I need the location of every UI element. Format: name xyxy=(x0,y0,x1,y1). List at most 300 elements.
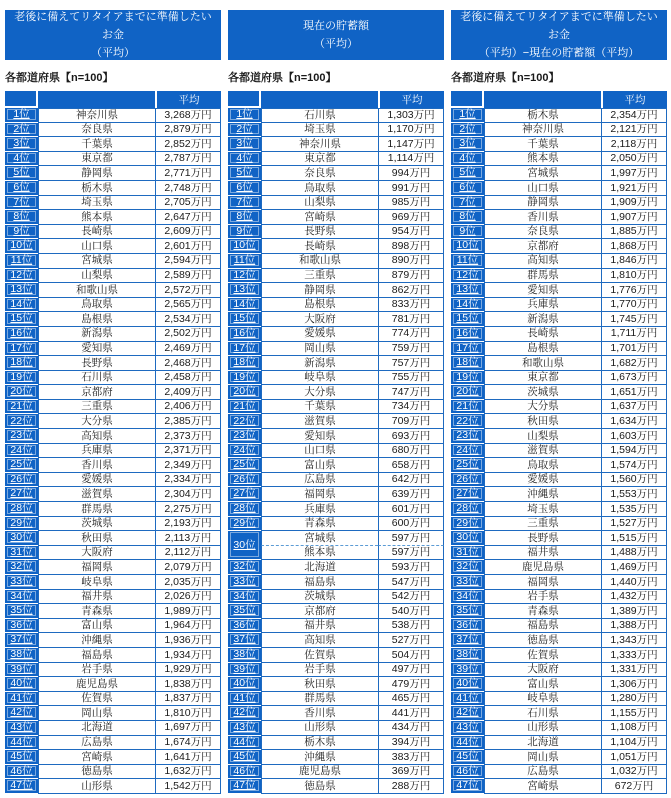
table-row xyxy=(228,604,444,619)
table-row xyxy=(228,152,444,167)
rank-cell xyxy=(5,765,38,780)
table-row xyxy=(451,560,667,575)
rank-cell-box xyxy=(453,357,482,368)
panel-title-line2: （平均） xyxy=(314,38,358,50)
rank-cell-box xyxy=(453,459,482,470)
rank-label: 5位 xyxy=(13,166,30,179)
rank-label: 28位 xyxy=(456,502,479,515)
rank-cell xyxy=(228,765,261,780)
rank-cell xyxy=(228,342,261,357)
table-row xyxy=(5,342,221,357)
rank-cell-box xyxy=(230,255,259,266)
rank-cell-box xyxy=(230,751,259,762)
table-row xyxy=(5,487,221,502)
table-row xyxy=(451,677,667,692)
average-value-cell: 2,468万円 xyxy=(155,356,221,371)
rank-label: 45位 xyxy=(233,750,256,763)
rank-label: 30位 xyxy=(10,531,33,544)
rank-cell-box xyxy=(230,109,259,120)
rank-cell xyxy=(451,779,484,794)
table-row xyxy=(451,458,667,473)
rank-cell xyxy=(5,546,38,561)
prefecture-header-cell xyxy=(38,91,155,108)
table-row xyxy=(451,254,667,269)
average-value-cell: 757万円 xyxy=(378,356,444,371)
rank-label: 24位 xyxy=(233,443,256,456)
table-header-row xyxy=(5,91,221,108)
prefecture-cell: 奈良県 xyxy=(261,166,378,181)
rank-cell-box xyxy=(453,488,482,499)
rank-cell xyxy=(5,706,38,721)
rank-cell xyxy=(451,385,484,400)
table-row xyxy=(228,473,444,488)
prefecture-cell: 大分県 xyxy=(484,400,601,415)
prefecture-cell: 長崎県 xyxy=(261,239,378,254)
rank-cell xyxy=(451,677,484,692)
average-value-cell: 1,909万円 xyxy=(601,196,667,211)
rank-label: 16位 xyxy=(10,326,33,339)
table-row xyxy=(5,633,221,648)
table-row xyxy=(228,721,444,736)
rank-cell xyxy=(5,342,38,357)
rank-cell xyxy=(451,590,484,605)
table-row xyxy=(5,400,221,415)
rank-cell xyxy=(5,225,38,240)
rank-label: 22位 xyxy=(10,414,33,427)
rank-cell xyxy=(451,342,484,357)
rank-cell xyxy=(5,210,38,225)
panel-title-difference xyxy=(451,10,667,60)
rank-cell xyxy=(228,736,261,751)
table-row xyxy=(5,429,221,444)
prefecture-cell: 高知県 xyxy=(38,429,155,444)
rank-cell-box xyxy=(230,197,259,208)
average-value-cell: 985万円 xyxy=(378,196,444,211)
rank-cell-box xyxy=(7,766,36,777)
prefecture-cell: 静岡県 xyxy=(38,166,155,181)
rank-cell xyxy=(5,736,38,751)
average-value-cell: 1,535万円 xyxy=(601,502,667,517)
prefecture-cell: 石川県 xyxy=(484,706,601,721)
rank-label: 1位 xyxy=(236,108,253,121)
table-row xyxy=(228,196,444,211)
table-row xyxy=(228,225,444,240)
rank-cell-box xyxy=(453,737,482,748)
average-value-cell: 2,035万円 xyxy=(155,575,221,590)
table-row xyxy=(228,269,444,284)
prefecture-cell: 滋賀県 xyxy=(484,444,601,459)
table-row xyxy=(228,254,444,269)
rank-label: 19位 xyxy=(233,370,256,383)
average-value-cell: 2,771万円 xyxy=(155,166,221,181)
rank-cell xyxy=(451,196,484,211)
table-row xyxy=(5,196,221,211)
average-value-cell: 1,745万円 xyxy=(601,312,667,327)
rank-cell xyxy=(228,706,261,721)
rank-cell xyxy=(451,736,484,751)
rank-cell xyxy=(5,356,38,371)
rank-cell-box xyxy=(453,634,482,645)
rank-cell-box xyxy=(230,693,259,704)
rank-cell xyxy=(228,283,261,298)
prefecture-cell: 沖縄県 xyxy=(484,487,601,502)
rank-label: 9位 xyxy=(236,224,253,237)
prefecture-cell: 山口県 xyxy=(38,239,155,254)
table-row xyxy=(5,502,221,517)
table-row xyxy=(5,677,221,692)
average-value-cell: 593万円 xyxy=(378,560,444,575)
table-row xyxy=(5,517,221,532)
rank-cell xyxy=(5,604,38,619)
rank-label: 46位 xyxy=(10,764,33,777)
rank-cell-box xyxy=(230,386,259,397)
prefecture-cell: 鹿児島県 xyxy=(38,677,155,692)
average-value-cell: 1,303万円 xyxy=(378,108,444,123)
average-value-cell: 1,469万円 xyxy=(601,560,667,575)
rank-cell xyxy=(228,312,261,327)
average-value-cell: 1,488万円 xyxy=(601,546,667,561)
average-value-cell: 1,934万円 xyxy=(155,648,221,663)
prefecture-cell: 岩手県 xyxy=(38,663,155,678)
rank-cell xyxy=(228,429,261,444)
rank-label: 11位 xyxy=(233,253,256,266)
rank-cell-box xyxy=(230,153,259,164)
rank-cell-box xyxy=(7,722,36,733)
rank-cell xyxy=(228,487,261,502)
table-row xyxy=(451,779,667,794)
rank-cell xyxy=(228,225,261,240)
rank-cell-box xyxy=(230,240,259,251)
table-row xyxy=(228,371,444,386)
prefecture-cell: 高知県 xyxy=(484,254,601,269)
rank-cell-box xyxy=(7,240,36,251)
average-value-cell: 1,527万円 xyxy=(601,517,667,532)
prefecture-cell: 京都府 xyxy=(38,385,155,400)
rank-cell xyxy=(5,648,38,663)
rank-label: 45位 xyxy=(456,750,479,763)
average-value-cell: 2,609万円 xyxy=(155,225,221,240)
average-value-cell: 2,458万円 xyxy=(155,371,221,386)
table-row xyxy=(451,108,667,123)
prefecture-cell: 滋賀県 xyxy=(38,487,155,502)
prefecture-cell: 宮城県 xyxy=(484,166,601,181)
rank-cell-box xyxy=(230,357,259,368)
average-value-cell: 1,560万円 xyxy=(601,473,667,488)
table-row xyxy=(451,487,667,502)
prefecture-cell: 兵庫県 xyxy=(484,298,601,313)
rank-label: 34位 xyxy=(456,589,479,602)
rank-cell-box xyxy=(7,693,36,704)
table-row xyxy=(228,765,444,780)
rank-cell-box xyxy=(230,138,259,149)
rank-cell xyxy=(5,633,38,648)
table-row xyxy=(228,487,444,502)
rank-cell xyxy=(5,108,38,123)
rank-label: 47位 xyxy=(233,779,256,792)
rank-cell-box xyxy=(453,532,482,543)
average-value-cell: 547万円 xyxy=(378,575,444,590)
ranking-table-current-savings xyxy=(228,91,444,794)
prefecture-cell: 岩手県 xyxy=(261,663,378,678)
rank-cell xyxy=(5,283,38,298)
prefecture-cell: 石川県 xyxy=(261,108,378,123)
rank-cell xyxy=(228,648,261,663)
average-value-cell: 1,770万円 xyxy=(601,298,667,313)
rank-cell-box xyxy=(7,401,36,412)
rank-cell xyxy=(451,166,484,181)
rank-cell-box xyxy=(230,167,259,178)
prefecture-cell: 福岡県 xyxy=(484,575,601,590)
prefecture-cell: 福井県 xyxy=(38,590,155,605)
rank-cell-box xyxy=(230,211,259,222)
average-value-cell: 680万円 xyxy=(378,444,444,459)
average-value-cell: 1,051万円 xyxy=(601,750,667,765)
average-value-cell: 2,787万円 xyxy=(155,152,221,167)
rank-cell-box xyxy=(453,372,482,383)
table-row xyxy=(228,181,444,196)
rank-cell-box xyxy=(453,722,482,733)
rank-cell-box xyxy=(7,430,36,441)
prefecture-cell: 宮崎県 xyxy=(261,210,378,225)
prefecture-cell: 福井県 xyxy=(484,546,601,561)
rank-label: 6位 xyxy=(236,181,253,194)
prefecture-cell: 徳島県 xyxy=(261,779,378,794)
table-row xyxy=(5,779,221,794)
average-value-cell: 2,112万円 xyxy=(155,546,221,561)
rank-label: 16位 xyxy=(456,326,479,339)
prefecture-cell: 長野県 xyxy=(484,531,601,546)
rank-cell xyxy=(5,444,38,459)
rank-label: 8位 xyxy=(13,210,30,223)
rank-cell xyxy=(451,181,484,196)
prefecture-cell: 山梨県 xyxy=(38,269,155,284)
table-row xyxy=(5,239,221,254)
table-row xyxy=(451,312,667,327)
average-value-cell: 759万円 xyxy=(378,342,444,357)
prefecture-cell: 静岡県 xyxy=(261,283,378,298)
average-value-cell: 600万円 xyxy=(378,517,444,532)
prefecture-cell: 奈良県 xyxy=(484,225,601,240)
rank-cell xyxy=(451,225,484,240)
rank-label: 41位 xyxy=(10,691,33,704)
average-value-cell: 540万円 xyxy=(378,604,444,619)
rank-cell xyxy=(451,750,484,765)
average-value-cell: 2,050万円 xyxy=(601,152,667,167)
prefecture-cell: 山梨県 xyxy=(484,429,601,444)
rank-header-cell xyxy=(228,91,261,108)
rank-cell xyxy=(5,371,38,386)
prefecture-cell: 岐阜県 xyxy=(38,575,155,590)
table-row xyxy=(451,429,667,444)
rank-label: 21位 xyxy=(233,399,256,412)
rank-cell xyxy=(5,677,38,692)
average-value-cell: 2,572万円 xyxy=(155,283,221,298)
table-header-row xyxy=(228,91,444,108)
prefecture-cell: 沖縄県 xyxy=(261,750,378,765)
rank-cell-box xyxy=(453,678,482,689)
average-value-cell: 1,542万円 xyxy=(155,779,221,794)
average-value-cell: 394万円 xyxy=(378,736,444,751)
prefecture-cell: 鹿児島県 xyxy=(261,765,378,780)
rank-label: 25位 xyxy=(456,458,479,471)
rank-label: 7位 xyxy=(459,195,476,208)
rank-cell xyxy=(228,298,261,313)
rank-cell xyxy=(451,429,484,444)
rank-cell-box xyxy=(453,182,482,193)
rank-cell-box xyxy=(7,313,36,324)
rank-label: 22位 xyxy=(233,414,256,427)
rank-cell-box xyxy=(453,415,482,426)
table-row xyxy=(228,444,444,459)
table-row xyxy=(451,706,667,721)
rank-label: 14位 xyxy=(456,297,479,310)
table-row xyxy=(228,663,444,678)
table-row xyxy=(451,575,667,590)
average-value-cell: 1,673万円 xyxy=(601,371,667,386)
average-value-cell: 747万円 xyxy=(378,385,444,400)
rank-cell-box xyxy=(7,488,36,499)
rank-label: 17位 xyxy=(10,341,33,354)
prefecture-cell: 島根県 xyxy=(38,312,155,327)
average-value-cell: 1,553万円 xyxy=(601,487,667,502)
rank-cell-box xyxy=(453,751,482,762)
average-value-cell: 1,907万円 xyxy=(601,210,667,225)
prefecture-cell: 北海道 xyxy=(38,721,155,736)
rank-cell-box xyxy=(7,707,36,718)
table-row xyxy=(5,166,221,181)
rank-label: 40位 xyxy=(10,677,33,690)
rank-cell-box xyxy=(230,474,259,485)
prefecture-cell: 宮崎県 xyxy=(484,779,601,794)
prefecture-cell: 東京都 xyxy=(38,152,155,167)
average-value-cell: 639万円 xyxy=(378,487,444,502)
table-row xyxy=(5,137,221,152)
rank-cell-box xyxy=(230,620,259,631)
rank-cell-box xyxy=(230,372,259,383)
prefecture-cell: 東京都 xyxy=(261,152,378,167)
average-value-cell: 1,964万円 xyxy=(155,619,221,634)
rank-cell xyxy=(228,414,261,429)
rank-cell-box xyxy=(453,226,482,237)
prefecture-cell: 和歌山県 xyxy=(261,254,378,269)
table-row xyxy=(228,692,444,707)
rank-cell-box xyxy=(7,620,36,631)
table-row xyxy=(5,604,221,619)
rank-label: 29位 xyxy=(456,516,479,529)
average-value-cell: 2,406万円 xyxy=(155,400,221,415)
rank-cell-box xyxy=(453,707,482,718)
prefecture-cell: 兵庫県 xyxy=(261,502,378,517)
average-value-cell: 527万円 xyxy=(378,633,444,648)
prefecture-cell: 兵庫県 xyxy=(38,444,155,459)
prefecture-cell: 宮崎県 xyxy=(38,750,155,765)
rank-label: 34位 xyxy=(233,589,256,602)
rank-cell-box xyxy=(453,664,482,675)
rank-header-cell xyxy=(5,91,38,108)
rank-cell-box xyxy=(7,503,36,514)
rank-cell xyxy=(5,166,38,181)
rank-cell-box xyxy=(7,591,36,602)
table-row xyxy=(451,400,667,415)
rank-label: 23位 xyxy=(456,429,479,442)
prefecture-cell: 鳥取県 xyxy=(484,458,601,473)
rank-cell-box xyxy=(7,138,36,149)
rank-cell-box xyxy=(7,299,36,310)
prefecture-cell: 埼玉県 xyxy=(38,196,155,211)
rank-cell-box xyxy=(230,182,259,193)
rank-label: 31位 xyxy=(456,545,479,558)
rank-cell xyxy=(5,298,38,313)
rank-cell xyxy=(5,123,38,138)
rank-cell-box xyxy=(7,532,36,543)
rank-cell-box xyxy=(7,255,36,266)
rank-cell xyxy=(228,137,261,152)
panel-title-line1: 老後に備えてリタイアまでに準備したいお金 xyxy=(14,10,212,41)
rank-label: 10位 xyxy=(456,239,479,252)
rank-label: 18位 xyxy=(456,356,479,369)
average-value-cell: 1,810万円 xyxy=(155,706,221,721)
average-value-cell: 2,409万円 xyxy=(155,385,221,400)
prefecture-cell: 大阪府 xyxy=(38,546,155,561)
rank-cell xyxy=(228,590,261,605)
rank-cell-box xyxy=(230,226,259,237)
table-row xyxy=(5,531,221,546)
rank-cell-box xyxy=(453,503,482,514)
table-row xyxy=(451,517,667,532)
rank-cell xyxy=(5,196,38,211)
rank-label: 32位 xyxy=(456,560,479,573)
rank-cell-box xyxy=(453,124,482,135)
average-value-cell: 504万円 xyxy=(378,648,444,663)
table-row xyxy=(5,312,221,327)
prefecture-cell: 栃木県 xyxy=(484,108,601,123)
prefecture-header-cell xyxy=(484,91,601,108)
rank-cell-box xyxy=(453,167,482,178)
average-value-cell: 1,280万円 xyxy=(601,692,667,707)
rank-label: 35位 xyxy=(10,604,33,617)
table-row xyxy=(451,750,667,765)
rank-cell-box xyxy=(7,197,36,208)
rank-label: 18位 xyxy=(233,356,256,369)
rank-cell-box xyxy=(453,343,482,354)
rank-label: 32位 xyxy=(10,560,33,573)
rank-label: 12位 xyxy=(233,268,256,281)
rank-cell xyxy=(451,254,484,269)
prefecture-cell: 愛媛県 xyxy=(484,473,601,488)
rank-label: 10位 xyxy=(233,239,256,252)
table-row xyxy=(451,604,667,619)
rank-label: 15位 xyxy=(233,312,256,325)
rank-cell xyxy=(451,312,484,327)
average-header-cell: 平均 xyxy=(601,91,667,108)
rank-label: 32位 xyxy=(233,560,256,573)
prefecture-cell: 静岡県 xyxy=(484,196,601,211)
prefecture-cell: 新潟県 xyxy=(38,327,155,342)
prefecture-cell: 愛知県 xyxy=(484,283,601,298)
average-value-cell: 1,389万円 xyxy=(601,604,667,619)
table-row xyxy=(451,619,667,634)
table-row xyxy=(228,239,444,254)
rank-cell xyxy=(228,692,261,707)
prefecture-cell: 秋田県 xyxy=(484,414,601,429)
rank-label: 46位 xyxy=(233,764,256,777)
table-row xyxy=(451,123,667,138)
rank-cell xyxy=(451,414,484,429)
rank-cell-box xyxy=(453,591,482,602)
rank-label: 22位 xyxy=(456,414,479,427)
rank-cell xyxy=(451,108,484,123)
ranking-table-desired-money xyxy=(5,91,221,794)
